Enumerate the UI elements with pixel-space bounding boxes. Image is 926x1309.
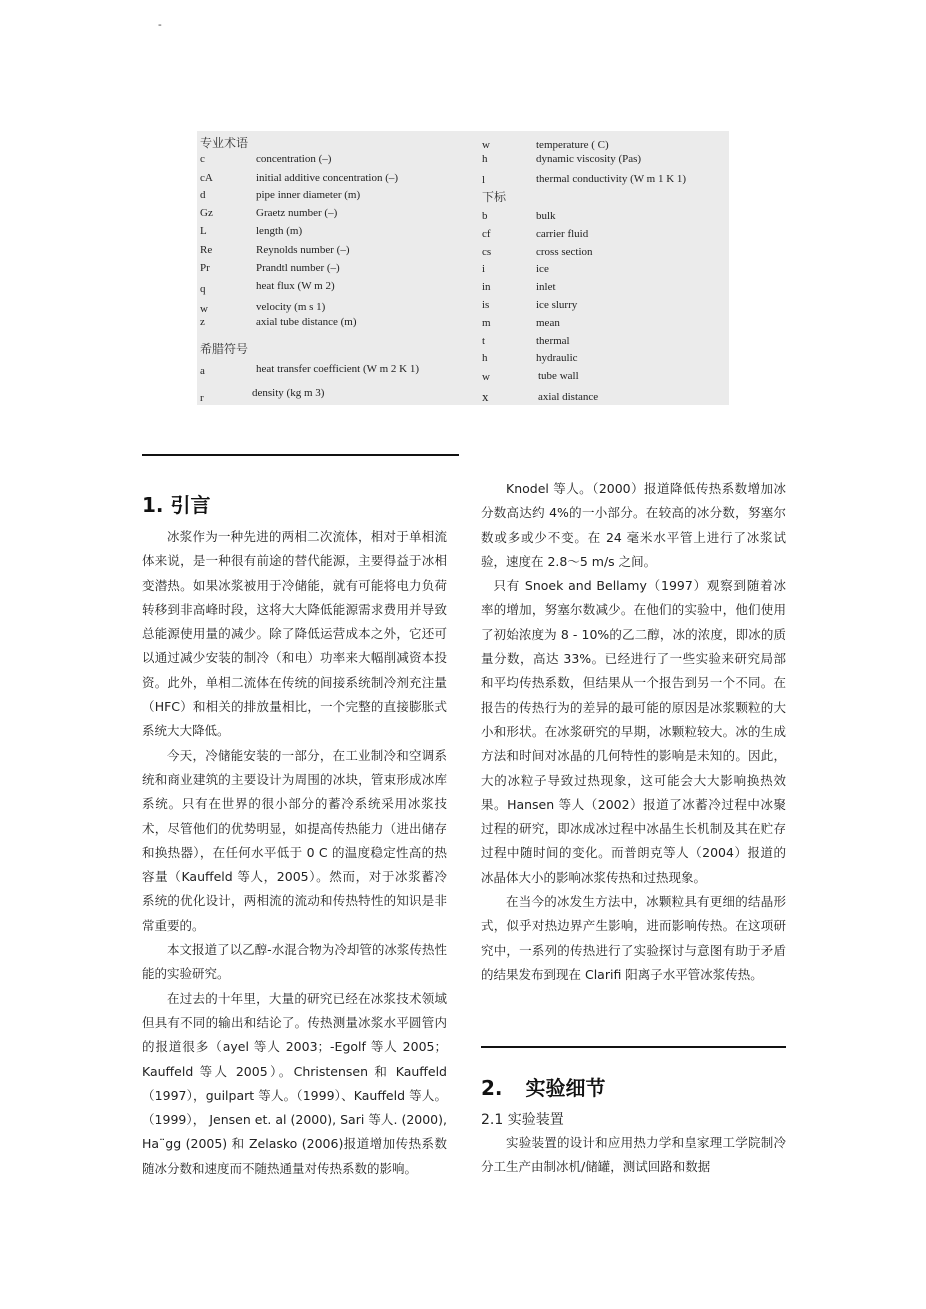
nomen-symbol: m	[482, 317, 491, 329]
left-column-rule	[142, 454, 459, 456]
nomen-symbol: L	[200, 225, 207, 237]
nomen-desc: cross section	[536, 246, 593, 258]
nomen-desc: concentration (–)	[256, 153, 332, 165]
nomen-desc: carrier fluid	[536, 228, 589, 240]
paragraph: 在过去的十年里，大量的研究已经在冰浆技术领域但具有不同的输出和结论了。传热测量冰浆水平圆管内的报道很多（ayel 等人 2003；-Egolf 等人 2005；Kauffeld 等人 2005）。Christensen 和 Kauffeld（1997），guilpart 等人。（1999）、Kauffeld 等人。（1999）， Jensen et. al (2000), Sari 等人. (2000), Ha¨gg (2005) 和 Zelasko (2006)报道增加传热系数随冰分数和速度而不随热通量对传热系数的影响。	[142, 990, 447, 1176]
nomen-desc: axial tube distance (m)	[256, 316, 357, 328]
section2-title-text: 实验细节	[525, 1076, 606, 1100]
nomen-symbol: is	[482, 299, 490, 311]
nomen-desc: hydraulic	[536, 352, 578, 364]
nomen-desc: temperature ( C)	[536, 139, 609, 151]
nomen-desc: Prandtl number (–)	[256, 262, 340, 274]
nomen-desc: mean	[536, 317, 560, 329]
nomen-symbol: l	[482, 174, 486, 186]
left-column-text	[142, 525, 447, 1181]
nomen-symbol: w	[482, 139, 490, 151]
nomen-symbol: r	[200, 392, 204, 404]
paragraph: 冰浆作为一种先进的两相二次流体，相对于单相流体来说，是一种很有前途的替代能源，主要得益于冰相变潜热。如果冰浆被用于冷储能，就有可能将电力负荷转移到非高峰时段，这将大大降低能源需求费用并导致总能源使用量的减少。除了降低运营成本之外，它还可以通过减少安装的制冷（和电）功率来大幅削减资本投资。此外，单相二流体在传统的间接系统制冷剂充注量（HFC）和相关的排放量相比，一个完整的直接膨胀式系统大大降低。	[142, 529, 447, 739]
nomen-desc: bulk	[536, 210, 556, 222]
nomenclature-box	[197, 131, 729, 405]
nomenclature-heading: 专业术语	[200, 136, 249, 150]
nomen-symbol: w	[200, 303, 208, 315]
nomen-desc: density (kg m 3)	[252, 387, 325, 399]
greek-heading: 希腊符号	[200, 342, 249, 356]
nomen-desc: initial additive concentration (–)	[256, 172, 399, 184]
nomen-symbol: b	[482, 210, 488, 222]
subscript-heading: 下标	[482, 190, 507, 204]
section2-number: 2.	[481, 1076, 503, 1100]
nomen-symbol: q	[200, 283, 206, 295]
nomen-symbol: Re	[200, 244, 213, 256]
top-mark: -	[158, 18, 162, 31]
nomen-symbol: Pr	[200, 262, 210, 274]
paragraph: 在当今的冰发生方法中，冰颗粒具有更细的结晶形式，似乎对热边界产生影响，进而影响传热。在这项研究中，一系列的传热进行了实验探讨与意图有助于矛盾的结果发布到现在 Clarifi 阳离子水平管冰浆传热。	[481, 894, 786, 982]
nomen-desc: heat transfer coefficient (W m 2 K 1)	[256, 363, 419, 375]
nomen-desc: length (m)	[256, 225, 303, 237]
paragraph: 今天，冷储能安装的一部分，在工业制冷和空调系统和商业建筑的主要设计为周围的冰块，管束形成冰库系统。只有在世界的很小部分的蓄冷系统采用冰浆技术，尽管他们的优势明显，如提高传热能力（进出储存和换热器），在任何水平低于 0 C 的温度稳定性高的热容量（Kauffeld 等人，2005）。然而，对于冰浆蓄冷系统的优化设计，两相流的流动和传热特性的知识是非常重要的。	[142, 747, 447, 933]
nomen-symbol: h	[482, 153, 488, 165]
nomen-desc: tube wall	[538, 370, 579, 382]
nomen-desc: pipe inner diameter (m)	[256, 189, 361, 201]
subsection-title: 2.1 实验装置	[481, 1112, 564, 1128]
nomen-symbol: a	[200, 365, 205, 377]
nomen-symbol: i	[482, 263, 486, 275]
right-column-text	[481, 477, 786, 987]
nomen-desc: thermal	[536, 335, 570, 347]
nomen-desc: inlet	[536, 281, 556, 293]
nomen-symbol: z	[200, 316, 205, 328]
paragraph: 实验装置的设计和应用热力学和皇家理工学院制冷分工生产由制冰机/储罐，测试回路和数据	[481, 1135, 786, 1175]
nomen-desc: Graetz number (–)	[256, 207, 338, 219]
section1-title: 1. 引言	[142, 493, 211, 517]
nomen-desc: velocity (m s 1)	[256, 301, 326, 313]
nomen-symbol: x	[482, 389, 489, 404]
nomen-desc: dynamic viscosity (Pas)	[536, 153, 642, 165]
paragraph: Knodel 等人。（2000）报道降低传热系数增加冰分数高达约 4%的一小部分。在较高的冰分数，努塞尔数或多或少不变。在 24 毫米水平管上进行了冰浆试验，速度在 2.8～5 m/s 之间。	[481, 481, 786, 569]
nomen-symbol: cf	[482, 228, 491, 240]
nomen-symbol: cs	[482, 246, 492, 258]
nomen-symbol: w	[482, 371, 490, 383]
nomen-desc: ice slurry	[536, 299, 578, 311]
paragraph: 只有 Snoek and Bellamy（1997）观察到随着冰率的增加，努塞尔数减少。在他们的实验中，他们使用了初始浓度为 8 - 10%的乙二醇，冰的浓度，即冰的质量分数，高达 33%。已经进行了一些实验来研究局部和平均传热系数，但结果从一个报告到另一个不同。在报告的传热行为的差异的最可能的原因是冰浆颗粒的大小和形状。在冰浆研究的早期，冰颗粒较大。冰的生成方法和时间对冰晶的几何特性的影响是未知的。因此，大的冰粒子导致过热现象，这可能会大大影响换热效果。Hansen 等人（2002）报道了冰蓄冷过程中冰聚过程的研究，即冰成冰过程中冰晶生长机制及其在贮存过程中随时间的变化。而普朗克等人（2004）报道的冰晶体大小的影响冰浆传热和过热现象。	[481, 578, 786, 885]
nomen-desc: axial distance	[538, 391, 599, 403]
nomen-desc: thermal conductivity (W m 1 K 1)	[536, 173, 687, 185]
paragraph: 本文报道了以乙醇-水混合物为冷却管的冰浆传热性能的实验研究。	[142, 942, 447, 982]
nomen-symbol: h	[482, 352, 488, 364]
nomen-desc: Reynolds number (–)	[256, 244, 350, 256]
section2-text	[481, 1131, 786, 1180]
nomen-symbol: t	[482, 335, 486, 347]
nomen-symbol: in	[482, 281, 491, 293]
nomen-desc: heat flux (W m 2)	[256, 280, 335, 292]
nomen-symbol: Gz	[200, 207, 213, 219]
nomen-symbol: c	[200, 153, 205, 165]
section2-rule	[481, 1046, 786, 1048]
nomen-symbol: d	[200, 189, 206, 201]
nomen-desc: ice	[536, 263, 549, 275]
section2-title	[481, 1072, 605, 1101]
nomen-symbol: cA	[200, 172, 213, 184]
